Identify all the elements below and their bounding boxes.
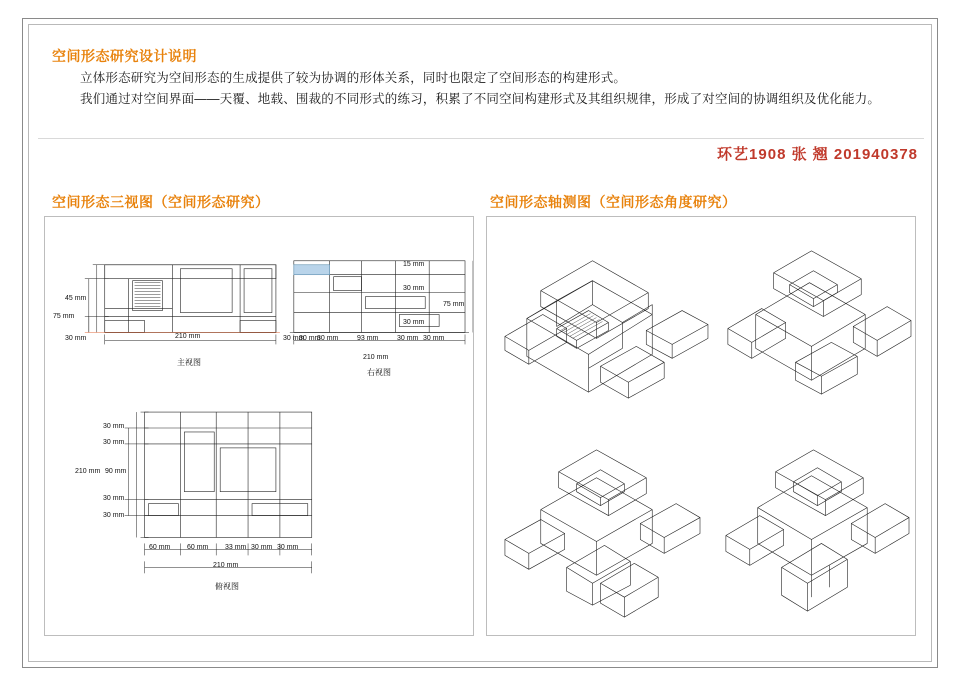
- dim-side-75mm: 75 mm: [443, 301, 465, 308]
- axonometric-drawing: [487, 217, 915, 635]
- caption-side-view: 右视图: [367, 368, 391, 377]
- dim-top-90mm: 90 mm: [105, 468, 127, 475]
- author-credit: 环艺1908 张 翘 201940378: [717, 146, 918, 163]
- dim-side-30mm-g: 30 mm: [423, 335, 445, 342]
- description-block: [52, 68, 912, 110]
- description-paragraph-2: 我们通过对空间界面——天覆、地载、围裁的不同形式的练习，积累了不同空间构建形式及其组织规律，形成了对空间的协调组织及优化能力。: [80, 92, 881, 106]
- dim-top-30mm-e: 30 mm: [251, 544, 273, 551]
- dim-top-60mm-a: 60 mm: [149, 544, 171, 551]
- dim-top-30mm-a: 30 mm: [103, 423, 125, 430]
- caption-front-view: 主视图: [177, 358, 201, 367]
- header-divider: [38, 138, 924, 139]
- section-title-three-views: 空间形态三视图（空间形态研究）: [52, 194, 270, 210]
- axonometric-view-2: [728, 251, 911, 394]
- dim-side-30mm-f: 30 mm: [397, 335, 419, 342]
- dim-top-210mm-h: 210 mm: [213, 562, 239, 569]
- axonometric-view-4: [726, 450, 909, 611]
- dim-front-30mm: 30 mm: [65, 335, 87, 342]
- dim-side-30mm-b: 30 mm: [403, 319, 425, 326]
- description-paragraph-1: 立体形态研究为空间形态的生成提供了较为协调的形体关系，同时也限定了空间形态的构建形式。: [80, 71, 627, 85]
- caption-top-view: 俯视图: [215, 582, 239, 591]
- dim-top-30mm-b: 30 mm: [103, 439, 125, 446]
- dim-side-93mm: 93 mm: [357, 335, 379, 342]
- dim-side-30mm-d: 30 mm: [299, 335, 321, 342]
- panel-axonometric: [486, 216, 916, 636]
- dim-top-210mm-v: 210 mm: [75, 468, 101, 475]
- dim-side-30mm-e: 30 mm: [317, 335, 339, 342]
- dim-side-30mm-a: 30 mm: [403, 285, 425, 292]
- dim-top-60mm-b: 60 mm: [187, 544, 209, 551]
- page-title: 空间形态研究设计说明: [52, 48, 197, 64]
- section-title-axonometric: 空间形态轴测图（空间形态角度研究）: [490, 194, 737, 210]
- dim-top-30mm-d: 30 mm: [103, 512, 125, 519]
- axonometric-view-3: [505, 450, 700, 617]
- dim-top-30mm-c: 30 mm: [103, 495, 125, 502]
- dim-top-33mm: 33 mm: [225, 544, 247, 551]
- dim-front-75mm: 75 mm: [53, 313, 75, 320]
- axonometric-view-1: [505, 261, 708, 398]
- dim-front-210mm: 210 mm: [175, 333, 201, 340]
- dim-side-30mm-c: 30 mm: [283, 335, 305, 342]
- dim-side-15mm: 15 mm: [403, 261, 425, 268]
- panel-three-views: [44, 216, 474, 636]
- dim-top-30mm-f: 30 mm: [277, 544, 299, 551]
- dim-side-210mm: 210 mm: [363, 354, 389, 361]
- dim-front-45mm: 45 mm: [65, 295, 87, 302]
